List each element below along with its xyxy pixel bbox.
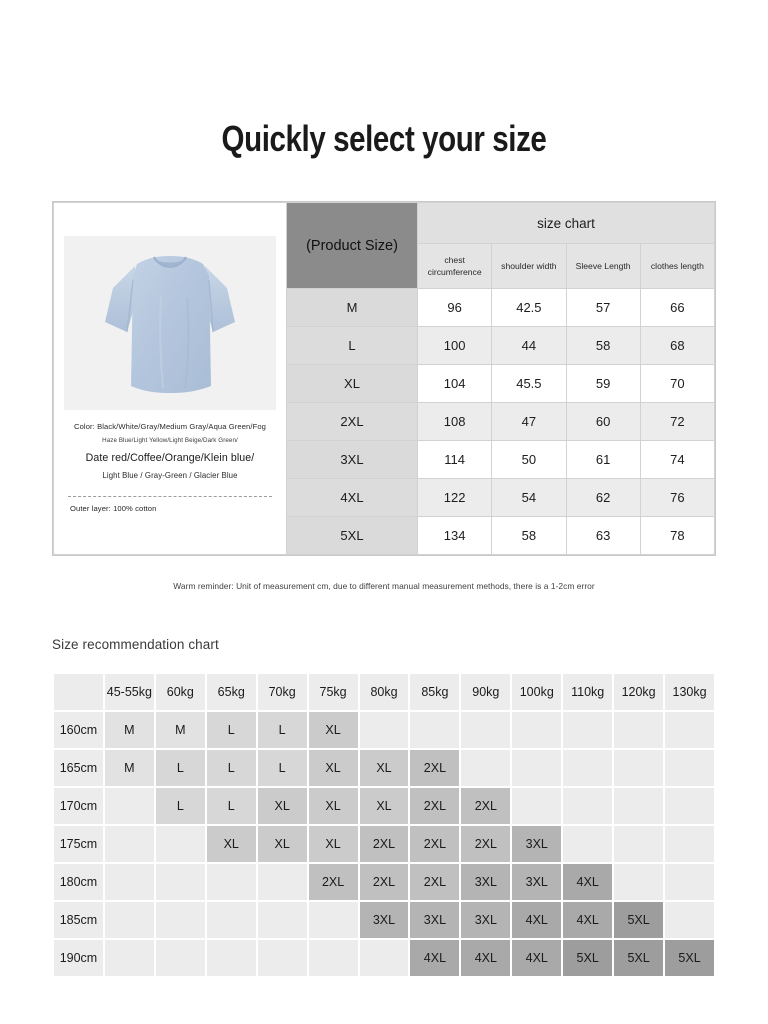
recommendation-cell-empty [105,826,154,862]
cell-shoulder: 50 [492,441,566,479]
recommendation-cell: XL [309,788,358,824]
recommendation-cell-empty [309,902,358,938]
recommendation-cell-empty [105,864,154,900]
recommendation-cell: XL [309,750,358,786]
height-row-header: 175cm [54,826,103,862]
specification-table-body [54,203,715,555]
recommendation-row [54,940,714,976]
weight-column-header: 70kg [258,674,307,710]
color-line-3: Date red/Coffee/Orange/Klein blue/ [85,451,255,464]
cell-chest: 134 [418,517,492,555]
cell-chest: 122 [418,479,492,517]
product-size-header: (Product Size) [287,203,418,289]
recommendation-cell: 4XL [563,902,612,938]
recommendation-cell-empty [258,940,307,976]
recommendation-cell: XL [309,826,358,862]
cell-shoulder: 58 [492,517,566,555]
recommendation-cell: 5XL [563,940,612,976]
weight-column-header: 110kg [563,674,612,710]
cell-sleeve: 59 [566,365,640,403]
recommendation-cell: 2XL [410,864,459,900]
recommendation-cell: 3XL [512,864,561,900]
column-header-length: clothes length [640,244,714,289]
cell-chest: 100 [418,327,492,365]
cell-length: 66 [640,289,714,327]
cell-length: 70 [640,365,714,403]
recommendation-cell: M [156,712,205,748]
weight-column-header: 45-55kg [105,674,154,710]
recommendation-cell-empty [563,788,612,824]
recommendation-cell: XL [360,788,409,824]
recommendation-cell-empty [665,788,714,824]
recommendation-cell: M [105,750,154,786]
recommendation-cell: L [156,788,205,824]
recommendation-cell-empty [309,940,358,976]
recommendation-cell: XL [360,750,409,786]
column-header-chest: chest circumference [418,244,492,289]
height-row-header: 170cm [54,788,103,824]
recommendation-cell-empty [665,826,714,862]
recommendation-cell-empty [258,902,307,938]
column-header-shoulder: shoulder width [492,244,566,289]
recommendation-cell: L [258,712,307,748]
recommendation-header-row [54,674,714,710]
cell-sleeve: 58 [566,327,640,365]
cell-length: 68 [640,327,714,365]
row-size-label: 4XL [287,479,418,517]
height-row-header: 180cm [54,864,103,900]
recommendation-cell-empty [512,750,561,786]
recommendation-cell: 3XL [410,902,459,938]
row-size-label: 5XL [287,517,418,555]
recommendation-cell: XL [207,826,256,862]
cell-sleeve: 61 [566,441,640,479]
recommendation-cell: 5XL [614,940,663,976]
cell-chest: 114 [418,441,492,479]
color-line-2: Haze Blue/Light Yellow/Light Beige/Dark Green/ [102,437,238,445]
column-header-sleeve: Sleeve Length [566,244,640,289]
recommendation-cell: L [207,712,256,748]
cell-chest: 104 [418,365,492,403]
tshirt-icon [75,236,265,410]
cell-length: 78 [640,517,714,555]
recommendation-cell: 2XL [410,788,459,824]
recommendation-cell: 3XL [461,864,510,900]
cell-chest: 96 [418,289,492,327]
weight-column-header: 85kg [410,674,459,710]
row-size-label: M [287,289,418,327]
cell-sleeve: 57 [566,289,640,327]
cell-chest: 108 [418,403,492,441]
cell-length: 76 [640,479,714,517]
weight-column-header: 80kg [360,674,409,710]
recommendation-cell: L [207,788,256,824]
recommendation-cell-empty [461,712,510,748]
product-panel [54,228,286,530]
recommendation-row [54,826,714,862]
color-line-1: Color: Black/White/Gray/Medium Gray/Aqua Green/Fog [74,421,266,431]
recommendation-cell: 3XL [360,902,409,938]
recommendation-cell-empty [207,940,256,976]
cell-shoulder: 54 [492,479,566,517]
recommendation-cell-empty [105,940,154,976]
dashed-divider [68,496,272,497]
recommendation-cell-empty [665,712,714,748]
recommendation-cell-empty [207,864,256,900]
recommendation-cell-empty [563,750,612,786]
recommendation-chart [52,672,716,978]
recommendation-cell: 4XL [512,902,561,938]
cell-sleeve: 63 [566,517,640,555]
recommendation-cell-empty [665,902,714,938]
recommendation-chart-body [54,674,714,976]
warm-reminder-text: Warm reminder: Unit of measurement cm, due to different manual measurement methods, there is a 1-2cm error [173,581,595,591]
recommendation-cell: 2XL [309,864,358,900]
recommendation-cell: 5XL [614,902,663,938]
outer-layer-text: Outer layer: 100% cotton [70,504,157,514]
recommendation-cell: 2XL [410,750,459,786]
recommendation-cell: 5XL [665,940,714,976]
recommendation-cell-empty [360,940,409,976]
cell-sleeve: 62 [566,479,640,517]
cell-shoulder: 42.5 [492,289,566,327]
recommendation-cell-empty [156,826,205,862]
recommendation-cell-empty [563,826,612,862]
cell-shoulder: 47 [492,403,566,441]
recommendation-cell: 3XL [461,902,510,938]
weight-column-header: 100kg [512,674,561,710]
size-chart-header: size chart [418,203,715,244]
weight-column-header: 75kg [309,674,358,710]
recommendation-cell: XL [309,712,358,748]
recommendation-cell-empty [614,864,663,900]
product-info-cell [54,203,287,555]
recommendation-cell: 2XL [461,826,510,862]
recommendation-cell: 4XL [461,940,510,976]
spec-header-row-1 [54,203,715,244]
recommendation-cell-empty [258,864,307,900]
specification-table-container [52,201,716,556]
recommendation-cell-empty [105,902,154,938]
recommendation-cell-empty [156,864,205,900]
recommendation-cell-empty [105,788,154,824]
cell-length: 74 [640,441,714,479]
recommendation-cell-empty [665,864,714,900]
recommendation-cell-empty [512,788,561,824]
cell-shoulder: 45.5 [492,365,566,403]
row-size-label: 2XL [287,403,418,441]
recommendation-cell-empty [156,902,205,938]
recommendation-chart-title: Size recommendation chart [52,637,219,652]
color-description-block [64,410,276,484]
row-size-label: 3XL [287,441,418,479]
weight-column-header: 60kg [156,674,205,710]
recommendation-corner-cell [54,674,103,710]
recommendation-cell-empty [207,902,256,938]
recommendation-row [54,750,714,786]
weight-column-header: 90kg [461,674,510,710]
recommendation-cell-empty [614,788,663,824]
weight-column-header: 130kg [665,674,714,710]
height-row-header: 160cm [54,712,103,748]
recommendation-cell: 2XL [410,826,459,862]
page-title: Quickly select your size [221,118,547,159]
recommendation-cell-empty [614,712,663,748]
weight-column-header: 120kg [614,674,663,710]
recommendation-row [54,902,714,938]
recommendation-cell-empty [614,826,663,862]
weight-column-header: 65kg [207,674,256,710]
recommendation-chart-container [52,672,716,978]
recommendation-cell: M [105,712,154,748]
recommendation-cell: XL [258,788,307,824]
recommendation-cell-empty [563,712,612,748]
row-size-label: XL [287,365,418,403]
recommendation-row [54,788,714,824]
recommendation-cell-empty [156,940,205,976]
recommendation-cell: 2XL [360,864,409,900]
row-size-label: L [287,327,418,365]
recommendation-cell-empty [461,750,510,786]
recommendation-row [54,712,714,748]
recommendation-cell-empty [512,712,561,748]
recommendation-cell: L [156,750,205,786]
recommendation-cell: 2XL [360,826,409,862]
color-line-4: Light Blue / Gray-Green / Glacier Blue [102,470,238,480]
cell-shoulder: 44 [492,327,566,365]
recommendation-cell-empty [614,750,663,786]
recommendation-cell: XL [258,826,307,862]
recommendation-cell: 4XL [512,940,561,976]
recommendation-cell: 4XL [410,940,459,976]
specification-table [53,202,715,555]
recommendation-cell-empty [665,750,714,786]
recommendation-cell-empty [410,712,459,748]
recommendation-cell-empty [360,712,409,748]
recommendation-cell: 2XL [461,788,510,824]
cell-length: 72 [640,403,714,441]
height-row-header: 190cm [54,940,103,976]
cell-sleeve: 60 [566,403,640,441]
height-row-header: 165cm [54,750,103,786]
product-image [64,236,276,410]
recommendation-cell: 4XL [563,864,612,900]
recommendation-cell: 3XL [512,826,561,862]
recommendation-cell: L [207,750,256,786]
recommendation-cell: L [258,750,307,786]
recommendation-row [54,864,714,900]
height-row-header: 185cm [54,902,103,938]
